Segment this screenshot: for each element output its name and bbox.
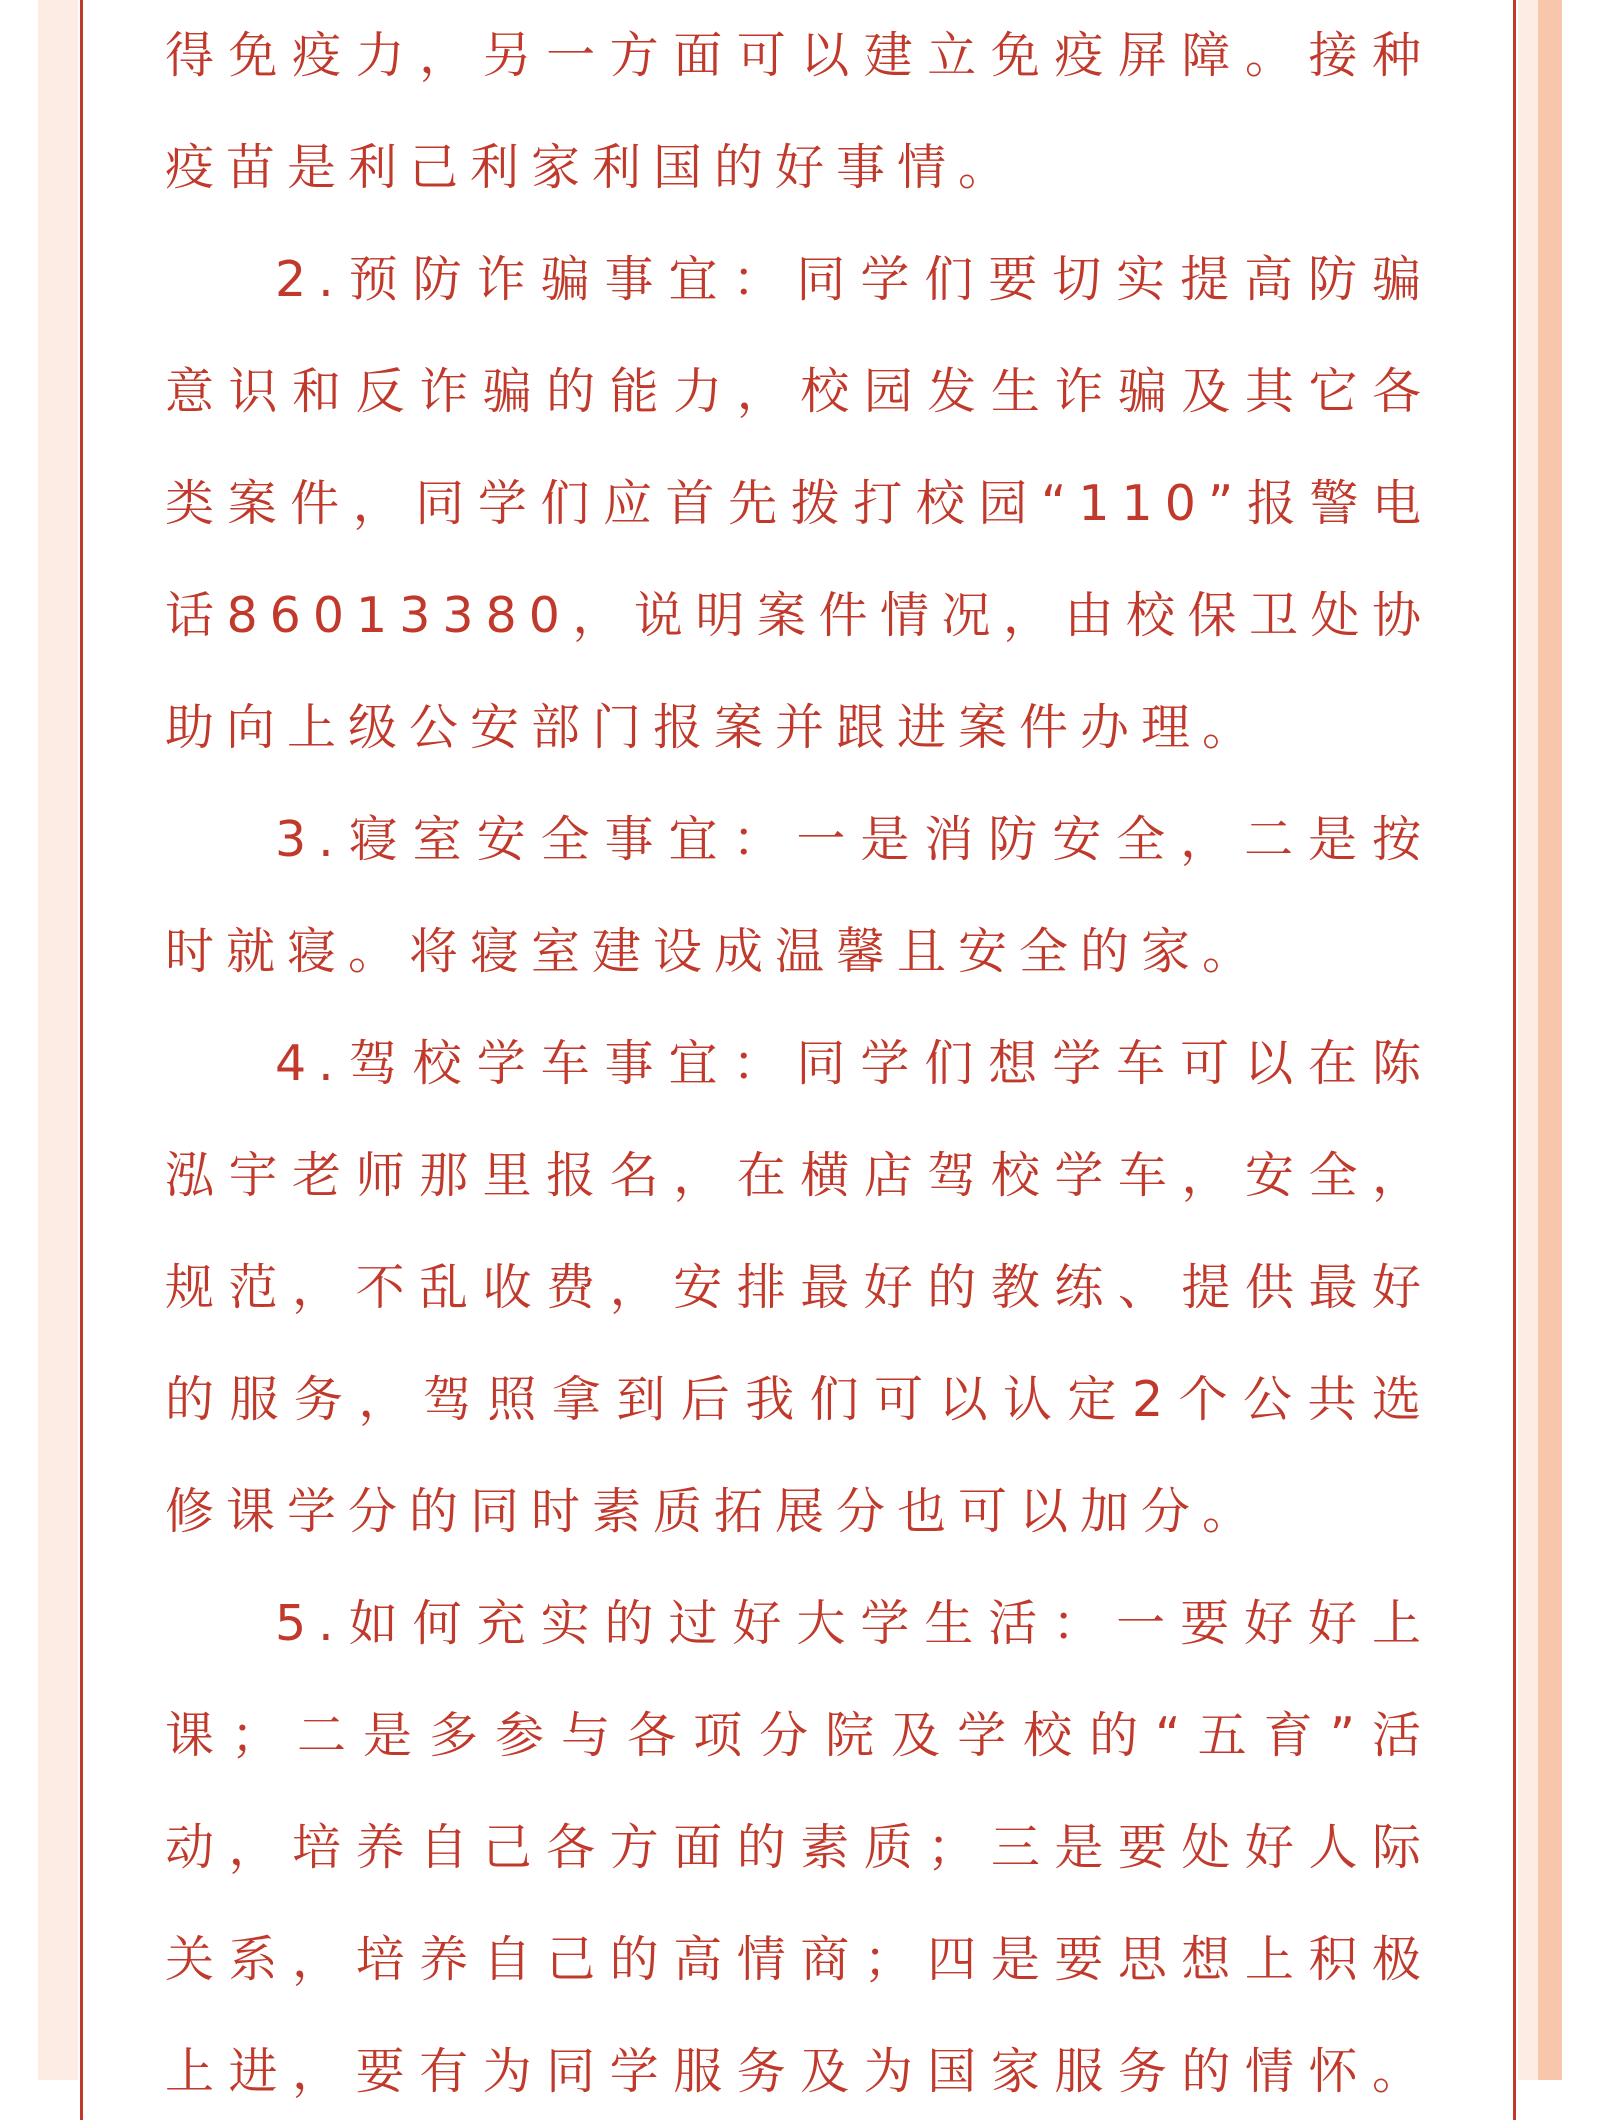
text-line: 泓宇老师那里报名，在横店驾校学车，安全，: [165, 1147, 1433, 1204]
section-heading-line: 5.如何充实的过好大学生活：一要好好上: [275, 1595, 1433, 1652]
text-line: 意识和反诈骗的能力，校园发生诈骗及其它各: [165, 363, 1433, 420]
text-line: 上进，要有为同学服务及为国家服务的情怀。: [165, 2043, 1433, 2100]
text-line: 时就寝。将寝室建设成温馨且安全的家。: [165, 923, 1264, 980]
text-line: 课；二是多参与各项分院及学校的“五育”活: [165, 1707, 1433, 1764]
decorative-border-left: [38, 0, 78, 2080]
text-line: 修课学分的同时素质拓展分也可以加分。: [165, 1483, 1264, 1540]
text-line: 规范，不乱收费，安排最好的教练、提供最好: [165, 1259, 1433, 1316]
section-heading-line: 4.驾校学车事宜：同学们想学车可以在陈: [275, 1035, 1433, 1092]
section-heading-line: 2.预防诈骗事宜：同学们要切实提高防骗: [275, 251, 1433, 308]
text-line: 得免疫力，另一方面可以建立免疫屏障。接种: [165, 27, 1433, 84]
page-margin-left: [0, 0, 38, 2080]
text-line: 话86013380，说明案件情况，由校保卫处协: [165, 587, 1433, 644]
text-line: 助向上级公安部门报案并跟进案件办理。: [165, 699, 1264, 756]
text-line: 关系，培养自己的高情商；四是要思想上积极: [165, 1931, 1433, 1988]
page-margin-right: [1562, 0, 1600, 2080]
article-body: [165, 0, 1433, 2128]
text-line: 的服务，驾照拿到后我们可以认定2个公共选: [165, 1371, 1433, 1428]
decorative-border-right-accent: [1538, 0, 1562, 2080]
section-heading-line: 3.寝室安全事宜：一是消防安全，二是按: [275, 811, 1433, 868]
text-line: 疫苗是利己利家利国的好事情。: [165, 139, 1020, 196]
text-line: 动，培养自己各方面的素质；三是要处好人际: [165, 1819, 1433, 1876]
text-line: 类案件，同学们应首先拨打校园“110”报警电: [165, 475, 1433, 532]
